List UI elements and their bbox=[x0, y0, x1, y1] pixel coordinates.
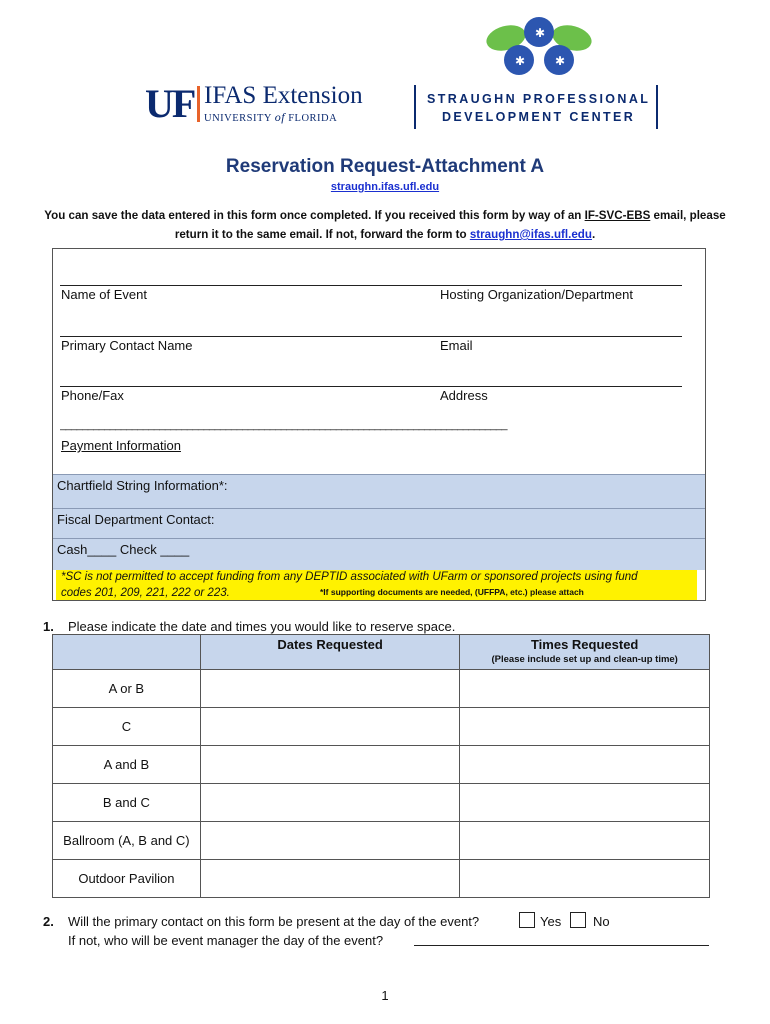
times-cell[interactable] bbox=[460, 670, 710, 708]
q2-number: 2. bbox=[43, 914, 54, 929]
svg-text:✱: ✱ bbox=[535, 26, 546, 40]
q2-followup-text: If not, who will be event manager the day of the event? bbox=[68, 933, 384, 948]
table-header-row bbox=[53, 635, 710, 670]
event-line bbox=[60, 285, 682, 286]
reservation-table bbox=[52, 634, 710, 898]
svg-text:✱: ✱ bbox=[515, 54, 526, 68]
hosting-org-label: Hosting Organization/Department bbox=[440, 287, 633, 302]
times-cell[interactable] bbox=[460, 746, 710, 784]
email-link[interactable]: straughn@ifas.ufl.edu bbox=[469, 228, 592, 241]
times-cell[interactable] bbox=[460, 860, 710, 898]
email-field[interactable] bbox=[440, 304, 682, 335]
q1-number: 1. bbox=[43, 619, 54, 634]
fiscal-contact-row[interactable] bbox=[53, 508, 705, 538]
svg-text:✱: ✱ bbox=[555, 54, 566, 68]
yes-label: Yes bbox=[540, 914, 562, 929]
room-label: Outdoor Pavilion bbox=[53, 860, 201, 898]
times-cell[interactable] bbox=[460, 708, 710, 746]
primary-contact-label: Primary Contact Name bbox=[61, 338, 193, 353]
intro-account: IF-SVC-EBS bbox=[584, 209, 651, 222]
times-cell[interactable] bbox=[460, 784, 710, 822]
dates-cell[interactable] bbox=[200, 822, 460, 860]
table-row bbox=[53, 746, 710, 784]
cash-check-label: Cash____ Check ____ bbox=[57, 542, 190, 557]
dates-cell[interactable] bbox=[200, 860, 460, 898]
times-cell[interactable] bbox=[460, 822, 710, 860]
col-times-title: Times Requested bbox=[530, 637, 639, 652]
table-row bbox=[53, 708, 710, 746]
phone-fax-label: Phone/Fax bbox=[61, 388, 124, 403]
name-of-event-label: Name of Event bbox=[61, 287, 147, 302]
phone-fax-field[interactable] bbox=[60, 355, 420, 385]
chartfield-row[interactable] bbox=[53, 474, 705, 508]
room-label: Ballroom (A, B and C) bbox=[53, 822, 201, 860]
col-times-note: (Please include set up and clean-up time) bbox=[491, 654, 678, 665]
no-checkbox[interactable] bbox=[570, 912, 586, 928]
email-label: Email bbox=[440, 338, 473, 353]
contact-line bbox=[60, 336, 682, 337]
page-title: Reservation Request-Attachment A bbox=[225, 156, 545, 177]
center-divider-right bbox=[656, 85, 658, 129]
primary-contact-field[interactable] bbox=[60, 304, 420, 335]
page-number: 1 bbox=[381, 988, 389, 1003]
chartfield-label: Chartfield String Information*: bbox=[57, 478, 228, 493]
fiscal-contact-label: Fiscal Department Contact: bbox=[57, 512, 215, 527]
center-name-line2: DEVELOPMENT CENTER bbox=[442, 110, 636, 124]
dates-cell[interactable] bbox=[200, 708, 460, 746]
ifas-extension-title: IFAS Extension bbox=[204, 82, 363, 109]
uf-logo-divider bbox=[197, 86, 200, 122]
dates-cell[interactable] bbox=[200, 784, 460, 822]
center-name-line1: STRAUGHN PROFESSIONAL bbox=[427, 92, 651, 106]
table-header-blank bbox=[53, 635, 201, 670]
table-row bbox=[53, 822, 710, 860]
supporting-docs-note: *If supporting documents are needed, (UFFPA, etc.) please attach bbox=[320, 587, 584, 597]
website-link[interactable]: straughn.ifas.ufl.edu bbox=[330, 181, 440, 193]
event-manager-field[interactable] bbox=[414, 944, 709, 946]
table-row bbox=[53, 860, 710, 898]
university-name: UNIVERSITY of FLORIDA bbox=[204, 110, 338, 124]
name-of-event-field[interactable] bbox=[60, 252, 420, 284]
cash-check-row[interactable] bbox=[53, 538, 705, 570]
col-dates-header: Dates Requested bbox=[200, 635, 460, 670]
address-field[interactable] bbox=[440, 355, 682, 385]
dates-cell[interactable] bbox=[200, 670, 460, 708]
phone-line bbox=[60, 386, 682, 387]
table-row bbox=[53, 670, 710, 708]
room-label: A or B bbox=[53, 670, 201, 708]
funding-note-line1: *SC is not permitted to accept funding from any DEPTID associated with UFarm or sponsored projects using fund bbox=[61, 571, 638, 583]
q1-text: Please indicate the date and times you would like to reserve space. bbox=[68, 619, 456, 634]
col-times-header bbox=[460, 635, 710, 670]
funding-note-line2: codes 201, 209, 221, 222 or 223. bbox=[61, 587, 230, 599]
payment-info-label: Payment Information bbox=[61, 438, 181, 453]
payment-divider: _________________________________________________________________________________ bbox=[60, 419, 507, 431]
no-label: No bbox=[593, 914, 610, 929]
room-label: C bbox=[53, 708, 201, 746]
room-label: B and C bbox=[53, 784, 201, 822]
uf-logo: UF bbox=[145, 81, 195, 126]
q2-text: Will the primary contact on this form be present at the day of the event? bbox=[68, 914, 480, 929]
table-row bbox=[53, 784, 710, 822]
dates-cell[interactable] bbox=[200, 746, 460, 784]
yes-checkbox[interactable] bbox=[519, 912, 535, 928]
blueberry-logo-icon bbox=[486, 14, 592, 78]
center-divider-left bbox=[414, 85, 416, 129]
hosting-org-field[interactable] bbox=[440, 252, 682, 284]
address-label: Address bbox=[440, 388, 488, 403]
room-label: A and B bbox=[53, 746, 201, 784]
intro-text: You can save the data entered in this form once completed. If you received this form by way of an IF-SVC-EBS email, please return it to the same email. If not, forward the form to straughn@ifas.ufl.edu. bbox=[44, 209, 726, 241]
